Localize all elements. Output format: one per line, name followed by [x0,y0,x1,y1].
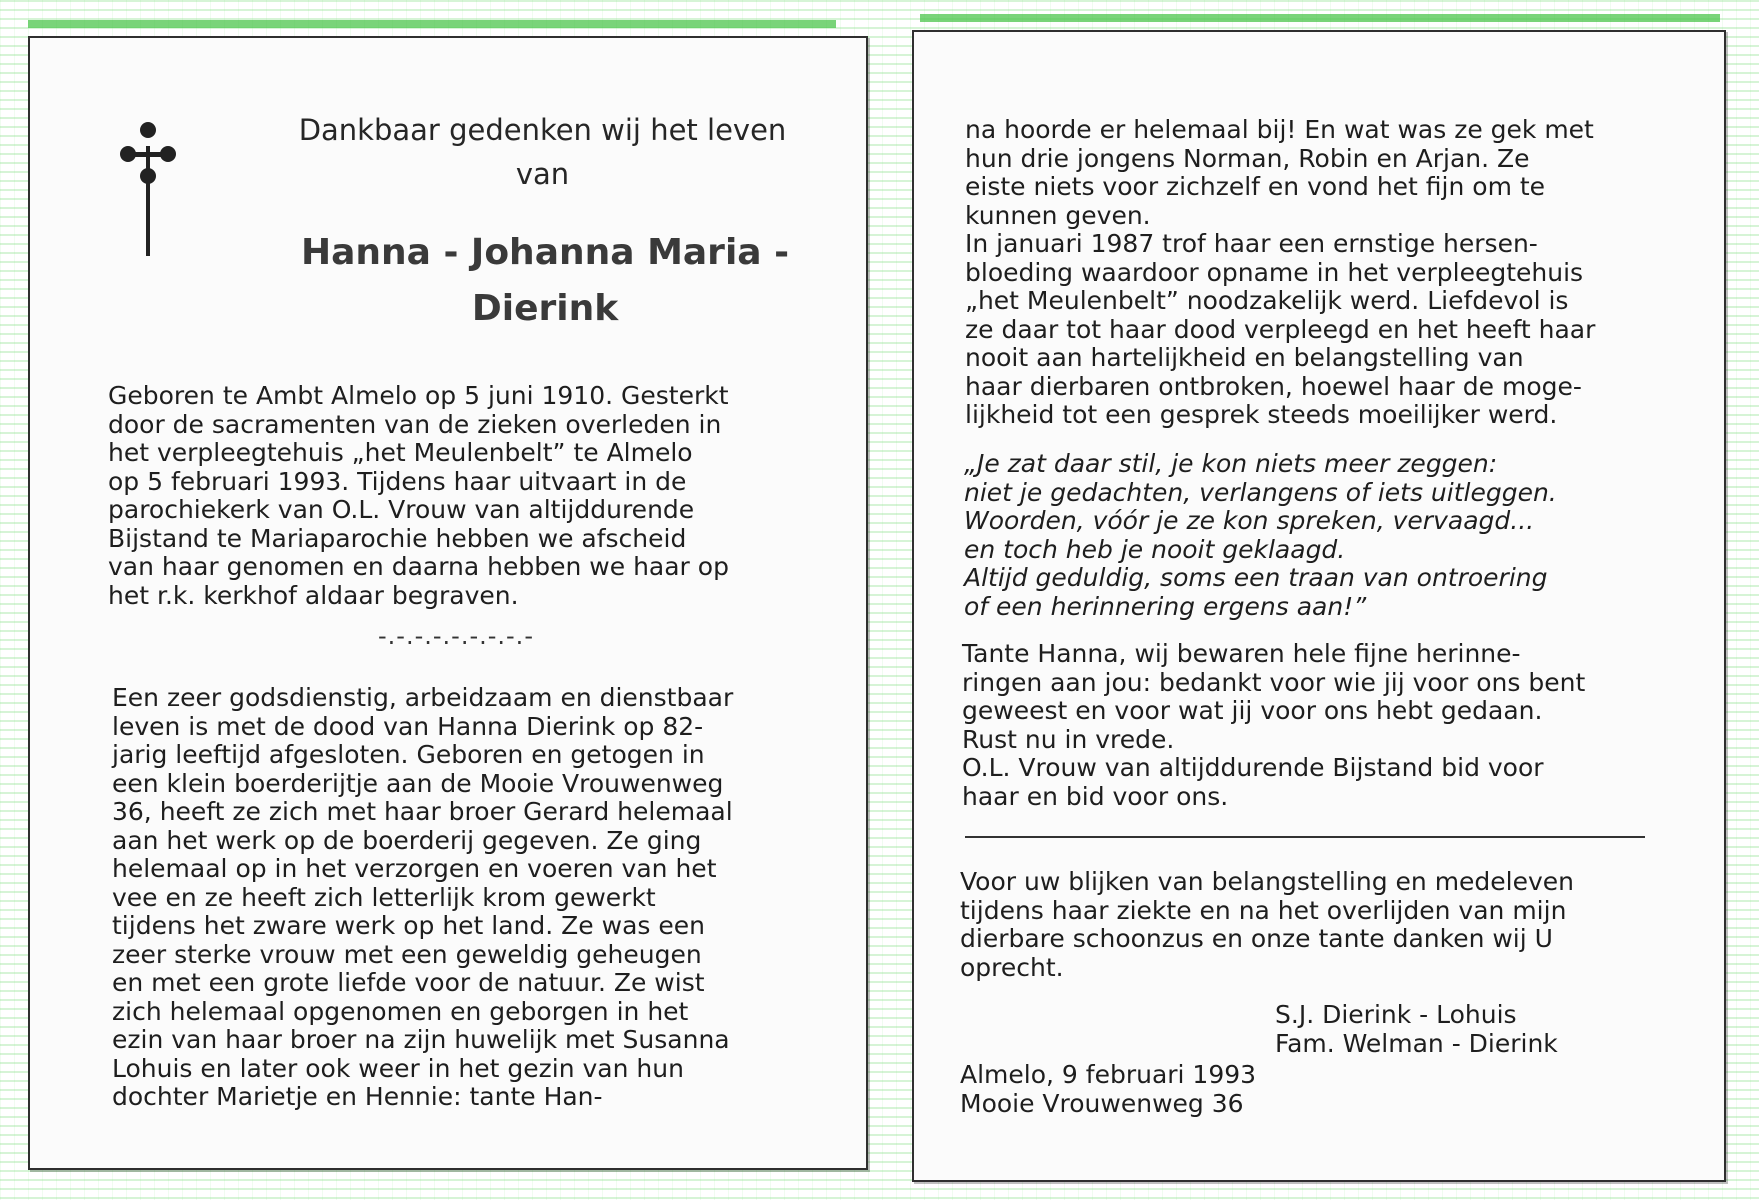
horizontal-rule [965,836,1645,838]
heading-line-1: Dankbaar gedenken wij het leven [298,113,787,147]
signature-line-2: Fam. Welman - Dierink [1275,1029,1558,1058]
address: Mooie Vrouwenweg 36 [960,1089,1244,1118]
thanks-paragraph: Voor uw blijken van belangstelling en medeleven tijdens haar ziekte en na het overlijden van mijn dierbare schoonzus en onze tante danken wij U oprecht. [960,867,1575,982]
memorial-poem: „Je zat daar stil, je kon niets meer zeggen: niet je gedachten, verlangens of iets uitleggen. Woorden, vóór je ze kon spreken, vervaagd... en toch heb je nooit geklaagd. Altijd geduldig, soms een traan van ontroering of een herinnering ergens aan!” [964,449,1557,621]
deceased-name [270,225,820,337]
section-divider: -.-.-.-.-.-.-.-.- [378,622,534,650]
cross-icon [120,118,176,258]
life-paragraph: Een zeer godsdienstig, arbeidzaam en dienstbaar leven is met de dood van Hanna Dierink op 82- jarig leeftijd afgesloten. Geboren en getogen in een klein boerderijtje aan de Mooie Vrouwenweg 36, heeft ze zich met haar broer Gerard helemaal aan het werk op de boerderij gegeven. Ze ging helemaal op in het verzorgen en voeren van het vee en ze heeft zich letterlijk krom gewerkt tijdens het zware werk op het land. Ze was een zeer sterke vrouw met een geweldig geheugen en met een grote liefde voor de natuur. Ze wist zich helemaal opgenomen en geborgen in het ezin van haar broer na zijn huwelijk met Susanna Lohuis en later ook weer in het gezin van hun dochter Marietje en Hennie: tante Han- [112,683,734,1111]
name-line-2: Dierink [471,288,619,329]
life-paragraph-continued: na hoorde er helemaal bij! En wat was ze gek met hun drie jongens Norman, Robin en Arjan. Ze eiste niets voor zichzelf en vond het fijn om te kunnen geven. In januari 1987 trof haar een ernstige hersen- bloeding waardoor opname in het verpleegtehuis „het Meulenbelt” noodzakelijk werd. Liefdevol is ze daar tot haar dood verpleegd en het heeft haar nooit aan hartelijkheid en belangstelling van haar dierbaren ontbroken, hoewel haar de moge- lijkheid tot een gesprek steeds moeilijker werd. [965,115,1596,429]
green-edge-top-left [28,20,836,28]
signature-line-1: S.J. Dierink - Lohuis [1275,1000,1517,1029]
farewell-paragraph: Tante Hanna, wij bewaren hele fijne herinne- ringen aan jou: bedankt voor wie jij voor ons bent geweest en voor wat jij voor ons hebt gedaan. Rust nu in vrede. O.L. Vrouw van altijddurende Bijstand bid voor haar en bid voor ons. [962,639,1586,811]
memorial-heading [265,108,820,196]
green-edge-top-right [920,14,1720,22]
place-date: Almelo, 9 februari 1993 [960,1060,1257,1089]
heading-line-2: van [515,157,570,191]
birth-death-paragraph: Geboren te Ambt Almelo op 5 juni 1910. Gesterkt door de sacramenten van de zieken overleden in het verpleegtehuis „het Meulenbelt” te Almelo op 5 februari 1993. Tijdens haar uitvaart in de parochiekerk van O.L. Vrouw van altijddurende Bijstand te Mariaparochie hebben we afscheid van haar genomen en daarna hebben we haar op het r.k. kerkhof aldaar begraven. [108,381,729,610]
name-line-1: Hanna - Johanna Maria - [300,232,790,273]
